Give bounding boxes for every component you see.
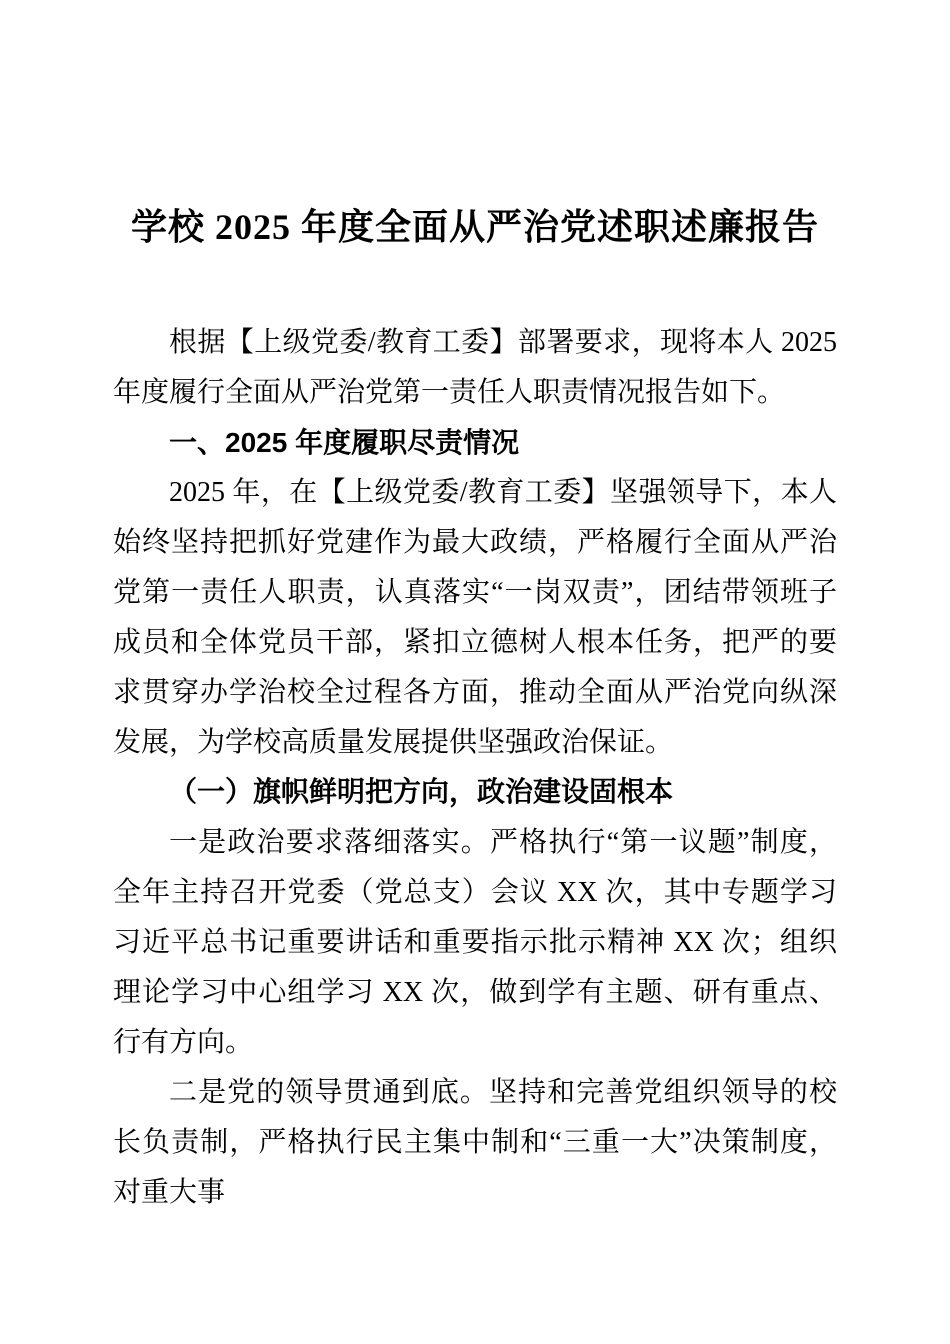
- subsection-heading-1-1: （一）旗帜鲜明把方向，政治建设固根本: [169, 777, 674, 808]
- point-1-paragraph: 一是政治要求落细落实。严格执行“第一议题”制度，全年主持召开党委（党总支）会议 XX 次，其中专题学习习近平总书记重要讲话和重要指示批示精神 XX 次；组织理论学习中心组学习 XX 次，做到学有主题、研有重点、行有方向。: [113, 827, 837, 1058]
- point-2-paragraph-truncated: 二是党的领导贯通到底。坚持和完善党组织领导的校长负责制，严格执行民主集中制和“三重一大”决策制度，对重大事: [113, 1077, 837, 1208]
- intro-paragraph: 根据【上级党委/教育工委】部署要求，现将本人 2025 年度履行全面从严治党第一责任人职责情况报告如下。: [113, 327, 837, 408]
- document-title: 学校 2025 年度全面从严治党述职述廉报告: [130, 207, 819, 247]
- section-1-overview-paragraph: 2025 年，在【上级党委/教育工委】坚强领导下，本人始终坚持把抓好党建作为最大政绩，严格履行全面从严治党第一责任人职责，认真落实“一岗双责”，团结带领班子成员和全体党员干部，紧扣立德树人根本任务，把严的要求贯穿办学治校全过程各方面，推动全面从严治党向纵深发展，为学校高质量发展提供坚强政治保证。: [113, 477, 837, 758]
- section-heading-1: 一、2025 年度履职尽责情况: [169, 427, 520, 458]
